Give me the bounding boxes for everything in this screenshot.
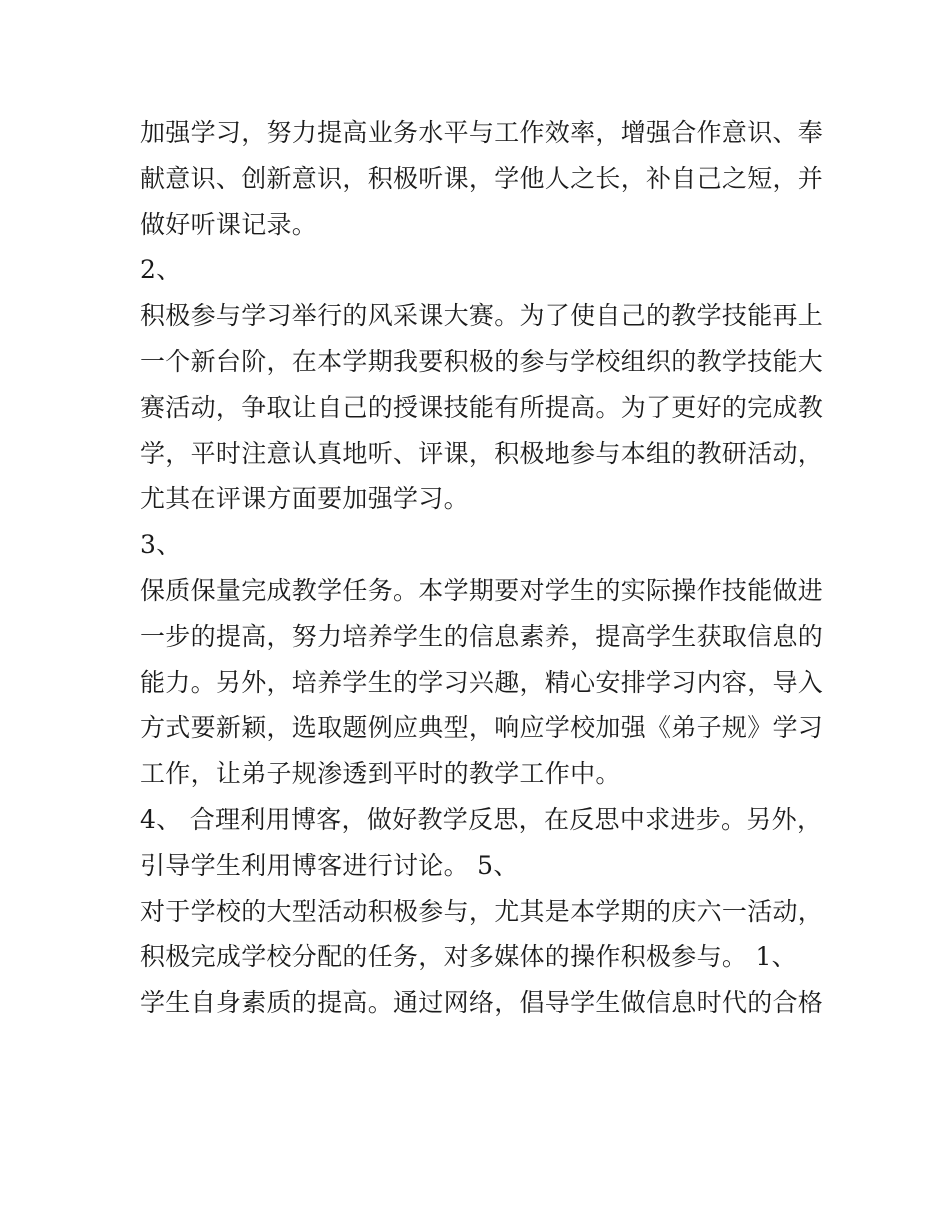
text-line: 尤其在评课方面要加强学习。 [140, 484, 469, 514]
text-line: 工作，让弟子规渗透到平时的教学工作中。 [140, 759, 621, 789]
text-line: 方式要新颖，选取题例应典型，响应学校加强《弟子规》学习 [140, 713, 824, 743]
text-line: 积极完成学校分配的任务，对多媒体的操作积极参与。 1、 [140, 942, 797, 972]
text-line: 加强学习，努力提高业务水平与工作效率，增强合作意识、奉 [140, 118, 824, 147]
text-line: 对于学校的大型活动积极参与，尤其是本学期的庆六一活动， [140, 896, 824, 926]
text-line: 积极参与学习举行的风采课大赛。为了使自己的教学技能再上 [140, 301, 824, 331]
text-line: 一个新台阶，在本学期我要积极的参与学校组织的教学技能大 [140, 346, 824, 376]
list-number: 3、 [140, 530, 182, 560]
text-line: 保质保量完成教学任务。本学期要对学生的实际操作技能做进 [140, 575, 824, 605]
list-number: 2、 [140, 255, 182, 285]
text-line: 4、 合理利用博客，做好教学反思，在反思中求进步。另外， [140, 804, 823, 834]
text-line: 引导学生利用博客进行讨论。 5、 [140, 850, 519, 880]
text-line: 献意识、创新意识，积极听课，学他人之长，补自己之短，并 [140, 163, 824, 193]
text-line: 能力。另外，培养学生的学习兴趣，精心安排学习内容，导入 [140, 667, 824, 697]
text-line: 学，平时注意认真地听、评课，积极地参与本组的教研活动， [140, 438, 824, 468]
body-text [140, 110, 824, 1026]
text-line: 一步的提高，努力培养学生的信息素养，提高学生获取信息的 [140, 621, 824, 651]
text-line: 做好听课记录。 [140, 209, 318, 239]
text-line: 赛活动，争取让自己的授课技能有所提高。为了更好的完成教 [140, 392, 824, 422]
text-line: 学生自身素质的提高。通过网络，倡导学生做信息时代的合格 [140, 988, 824, 1018]
